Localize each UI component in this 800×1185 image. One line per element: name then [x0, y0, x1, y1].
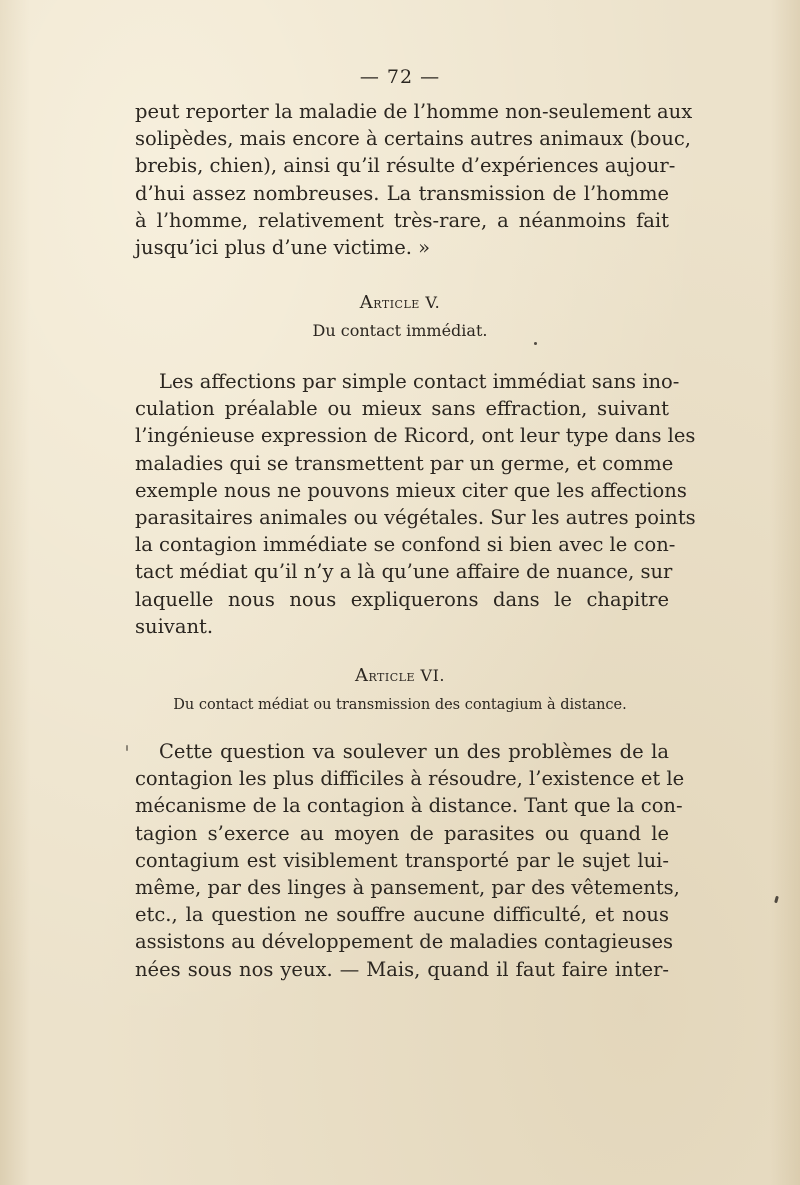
paragraph-continuation — [135, 98, 693, 261]
text-line: maladies qui se transmettent par un germe, et comme — [135, 451, 674, 475]
article-5-title-initial: A — [359, 292, 374, 313]
article-5-body — [135, 368, 696, 640]
article-6-title-initial: A — [354, 665, 369, 686]
text-line: mécanisme de la contagion à distance. Tant que la con- — [135, 794, 683, 818]
ink-speck — [126, 745, 128, 751]
text-line: assistons au développement de maladies contagieuses — [135, 930, 674, 954]
text-line: contagium est visiblement transporté par le sujet lui- — [135, 848, 669, 872]
text-line: d’hui assez nombreuses. La transmission de l’homme — [135, 181, 669, 205]
article-6-title-rest: rticle VI. — [368, 666, 446, 685]
page-number: — 72 — — [359, 66, 441, 88]
text-line: jusqu’ici plus d’une victime. » — [135, 235, 431, 259]
text-line: même, par des linges à pansement, par des vêtements, — [135, 875, 680, 899]
text-line: nées sous nos yeux. — Mais, quand il faut faire inter- — [135, 957, 669, 981]
article-6-subtitle: Du contact médiat ou transmission des contagium à distance. — [173, 697, 627, 713]
text-line: Les affections par simple contact immédiat sans ino- — [159, 370, 680, 393]
article-6-body — [135, 738, 685, 983]
text-line: peut reporter la maladie de l’homme non-seulement aux — [135, 100, 693, 123]
text-line: la contagion immédiate se confond si bien avec le con- — [135, 533, 676, 557]
text-line: culation préalable ou mieux sans effraction, suivant — [135, 397, 669, 421]
article-5-title-rest: rticle V. — [373, 293, 441, 312]
article-5-title — [0, 292, 800, 313]
text-line: parasitaires animales ou végétales. Sur les autres points — [135, 505, 696, 529]
text-line: contagion les plus difficiles à résoudre, l’existence et le — [135, 767, 685, 791]
text-line: etc., la question ne souffre aucune difficulté, et nous — [135, 903, 669, 927]
text-line: brebis, chien), ainsi qu’il résulte d’expériences aujour- — [135, 154, 676, 178]
text-line: tagion s’exerce au moyen de parasites ou quand le — [135, 821, 669, 845]
text-line: suivant. — [135, 614, 214, 638]
text-line: tact médiat qu’il n’y a là qu’une affaire de nuance, sur — [135, 560, 673, 584]
text-line: laquelle nous nous expliquerons dans le chapitre — [135, 587, 669, 611]
text-line: exemple nous ne pouvons mieux citer que les affections — [135, 478, 687, 502]
ink-speck — [534, 342, 537, 345]
text-line: solipèdes, mais encore à certains autres animaux (bouc, — [135, 127, 692, 151]
text-line: Cette question va soulever un des problèmes de la — [159, 740, 669, 763]
article-5-subtitle: Du contact immédiat. — [312, 321, 488, 340]
ink-speck — [774, 896, 779, 904]
text-line: à l’homme, relativement très-rare, a néanmoins fait — [135, 208, 669, 232]
text-line: l’ingénieuse expression de Ricord, ont leur type dans les — [135, 424, 696, 448]
article-6-title — [0, 665, 800, 686]
